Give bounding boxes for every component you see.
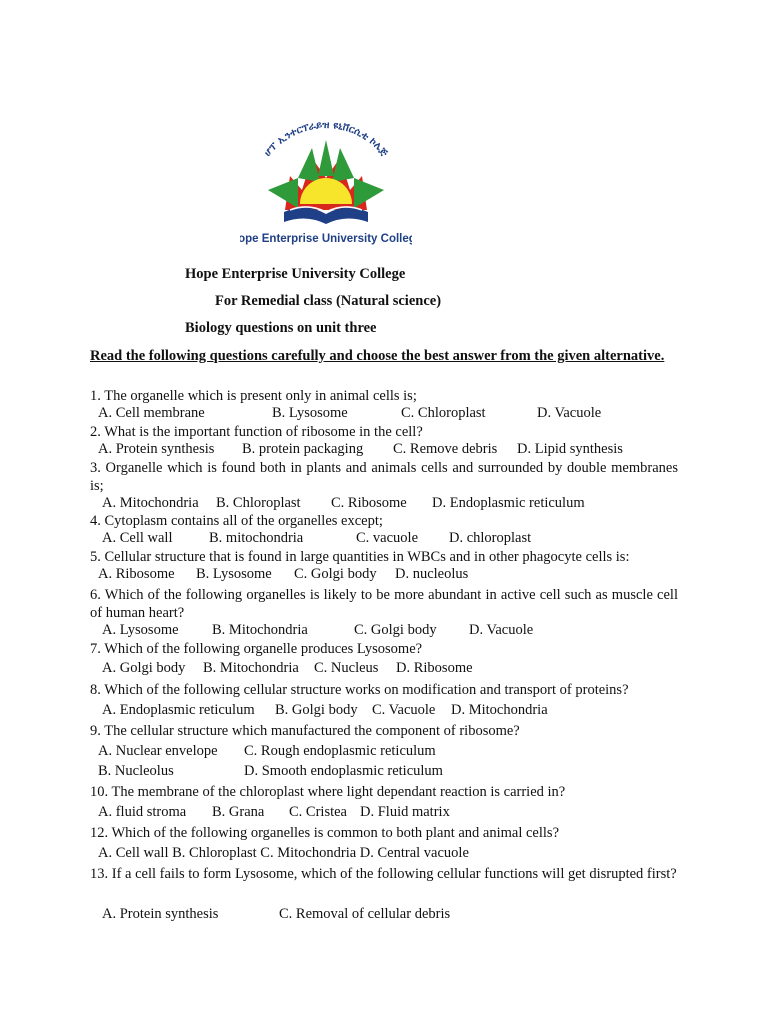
option: B. Golgi body [275, 702, 358, 718]
option: D. Endoplasmic reticulum [432, 495, 585, 511]
option: D. Mitochondria [451, 702, 548, 718]
instructions: Read the following questions carefully and choose the best answer from the given alternative. [90, 348, 665, 364]
option: B. protein packaging [242, 441, 364, 457]
option: B. Mitochondria [212, 622, 308, 638]
option: B. Lysosome [272, 405, 348, 421]
option: C. Golgi body [294, 566, 377, 582]
option: D. Vacuole [537, 405, 602, 421]
question-text: 9. The cellular structure which manufactured the component of ribosome? [90, 723, 520, 739]
question-text: 3. Organelle which is found both in plants and animals cells and surrounded by double membranes is; [90, 460, 678, 494]
logo-caption: ope Enterprise University Colle [240, 233, 409, 245]
option: A. Cell membrane [98, 405, 205, 421]
question-text: 6. Which of the following organelles is likely to be more abundant in active cell such as muscle cell of human heart? [90, 587, 678, 621]
question-text: 2. What is the important function of ribosome in the cell? [90, 424, 423, 440]
option: C. vacuole [356, 530, 419, 546]
option: A. Protein synthesis [98, 441, 215, 457]
option: B. Mitochondria [203, 660, 299, 676]
option: C. Vacuole [372, 702, 436, 718]
option: C. Rough endoplasmic reticulum [244, 743, 436, 759]
question-text: 1. The organelle which is present only in animal cells is; [90, 388, 417, 404]
option: D. Lipid synthesis [517, 441, 623, 457]
question-text: 12. Which of the following organelles is common to both plant and animal cells? [90, 825, 560, 841]
option: D. chloroplast [449, 530, 532, 546]
question-text: 7. Which of the following organelle produces Lysosome? [90, 641, 423, 657]
option: A. Lysosome [102, 622, 179, 638]
option: D. Smooth endoplasmic reticulum [244, 763, 443, 779]
option: B. Nucleolus [98, 763, 174, 779]
option: D. Fluid matrix [360, 804, 450, 820]
option: A. Mitochondria [102, 495, 199, 511]
option: A. Cell wall [102, 530, 173, 546]
option: D. Ribosome [396, 660, 473, 676]
subject-line: Biology questions on unit three [185, 320, 377, 336]
option: B. mitochondria [209, 530, 304, 546]
option: C. Cristea [289, 804, 347, 820]
question-text: 10. The membrane of the chloroplast where light dependant reaction is carried in? [90, 784, 566, 800]
option: C. Nucleus [314, 660, 379, 676]
option: C. Removal of cellular debris [279, 906, 451, 922]
question-text: 4. Cytoplasm contains all of the organelles except; [90, 513, 383, 529]
option: B. Lysosome [196, 566, 272, 582]
logo-arc-text: ሆፕ ኢንተርፕራይዝ ዩኒቨርሲቲ ኮሌጅ [262, 119, 390, 159]
class-line: For Remedial class (Natural science) [215, 293, 442, 309]
option: A. Protein synthesis [102, 906, 219, 922]
option: C. Chloroplast [401, 405, 486, 421]
option: C. Golgi body [354, 622, 437, 638]
option: C. Ribosome [331, 495, 407, 511]
logo-emblem [240, 118, 412, 253]
college-logo [240, 118, 412, 253]
option: A. fluid stroma [98, 804, 187, 820]
option: D. Vacuole [469, 622, 534, 638]
option: A. Cell wall B. Chloroplast C. Mitochondria D. Central vacuole [98, 845, 469, 861]
question-text: 13. If a cell fails to form Lysosome, which of the following cellular functions will get disrupted first? [90, 866, 677, 882]
option: A. Ribosome [98, 566, 175, 582]
question-text: 8. Which of the following cellular structure works on modification and transport of proteins? [90, 682, 629, 698]
option: B. Grana [212, 804, 265, 820]
option: C. Remove debris [393, 441, 498, 457]
option: A. Nuclear envelope [98, 743, 218, 759]
option: B. Chloroplast [216, 495, 301, 511]
option: A. Golgi body [102, 660, 186, 676]
option: D. nucleolus [395, 566, 469, 582]
question-text: 5. Cellular structure that is found in large quantities in WBCs and in other phagocyte cells is: [90, 549, 630, 565]
option: A. Endoplasmic reticulum [102, 702, 255, 718]
institution-name: Hope Enterprise University College [185, 266, 406, 282]
